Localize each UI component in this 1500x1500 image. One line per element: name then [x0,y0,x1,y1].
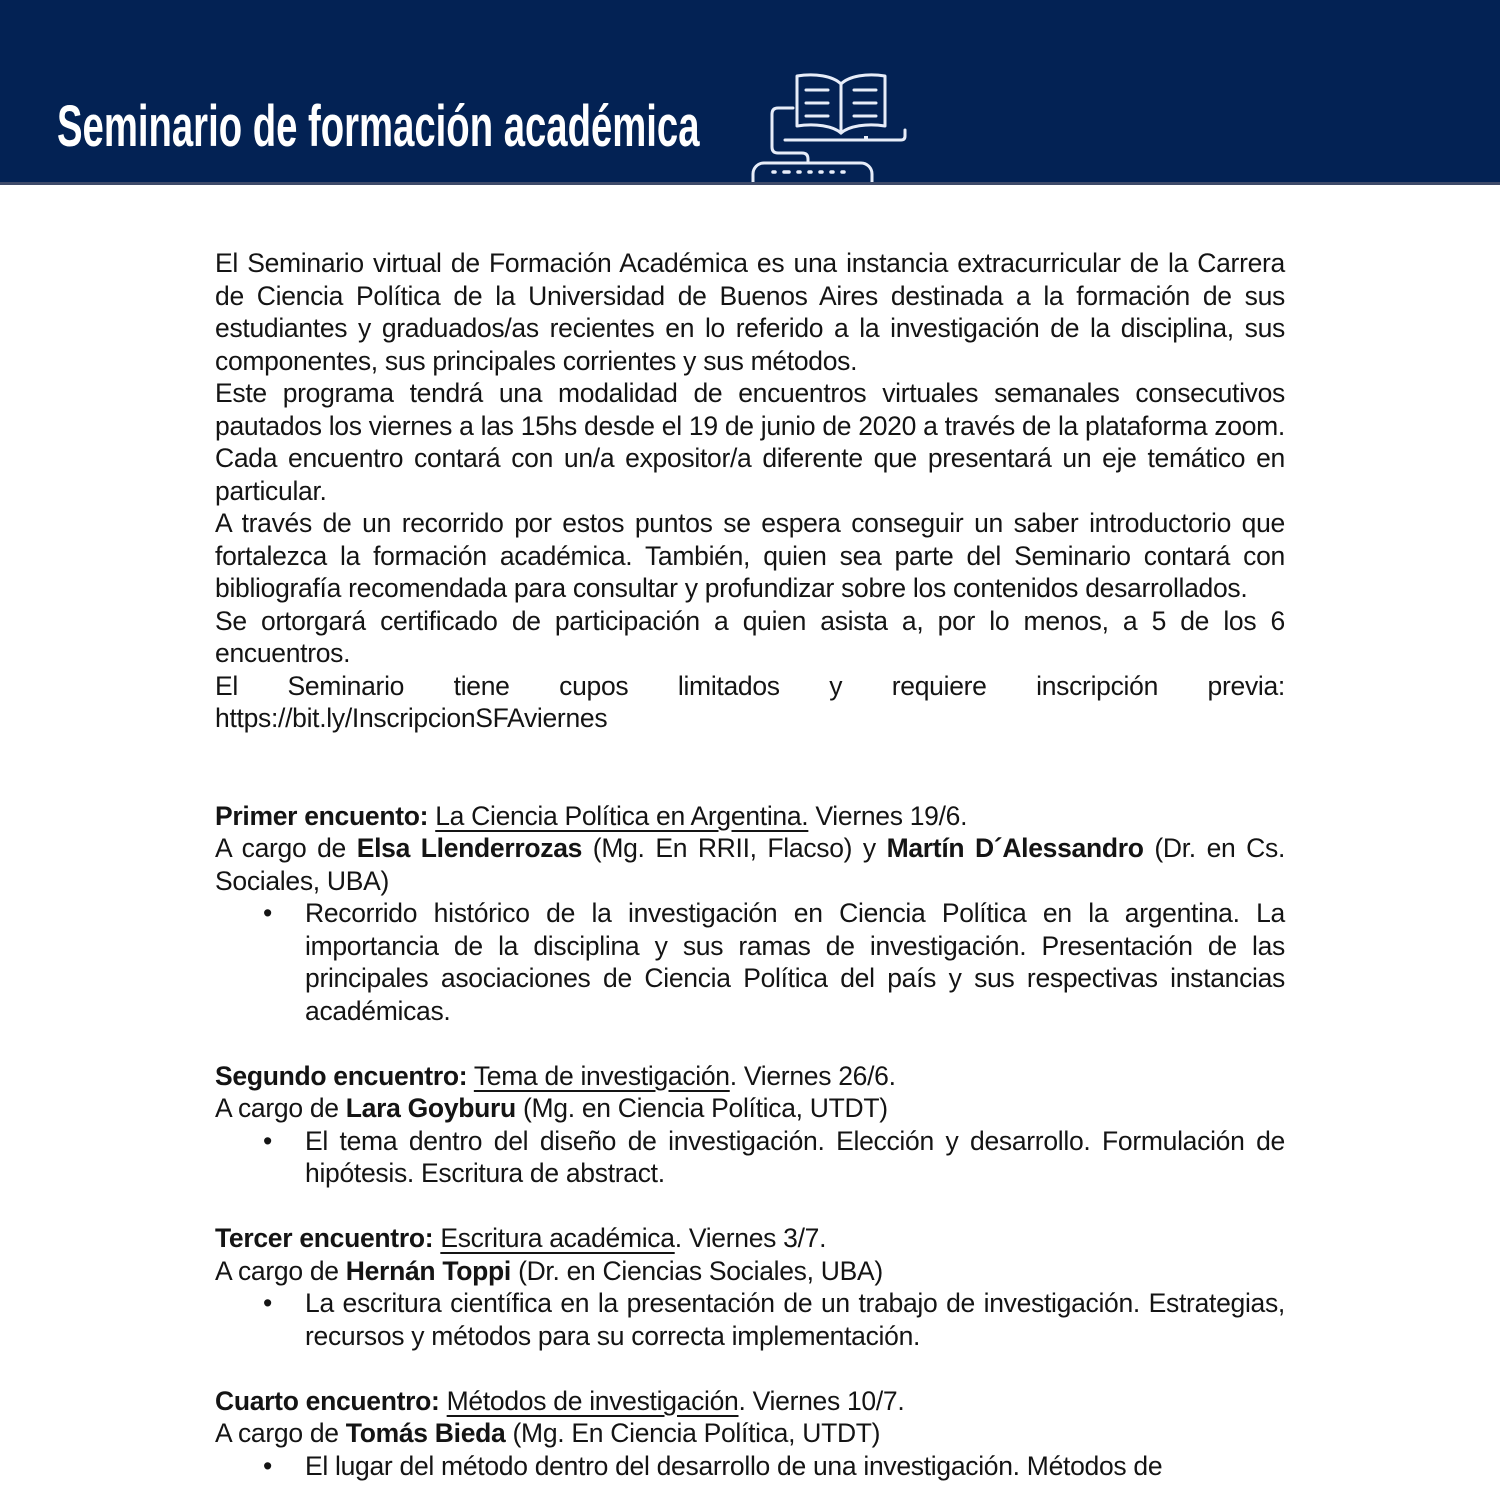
speaker-name: Elsa Llenderrozas [356,833,583,863]
speaker-name: Hernán Toppi [345,1255,511,1286]
header-banner [0,0,1500,185]
session-topic: La Ciencia Política en Argentina. [435,800,809,831]
session-heading [215,1385,1285,1418]
session-heading [215,800,1285,833]
open-book [785,75,905,140]
page-title: Seminario de formación académica [57,94,700,159]
speaker-name: Tomás Bieda [345,1418,506,1448]
session-topic: Tema de investigación [473,1060,730,1091]
keyboard-outline [753,163,872,185]
bullet-item: • La escritura científica en la presentación de un trabajo de investigación. Estrategias, recursos y métodos para su correcta implementación. [215,1287,1285,1352]
speakers-text: A cargo de [215,1093,346,1123]
session-block-2 [215,1060,1285,1190]
intro-paragraph: El Seminario virtual de Formación Académica es una instancia extracurricular de la Carrera de Ciencia Política de la Universidad de Buenos Aires destinada a la formación de sus estudiantes y graduados/as recientes en lo referido a la investigación de la disciplina, sus componentes, sus principales corrientes y sus métodos. [215,248,1285,376]
session-date: . Viernes 26/6. [729,1060,896,1091]
session-topic: Métodos de investigación [446,1385,739,1416]
bullet-item: • Recorrido histórico de la investigación en Ciencia Política en la argentina. La importancia de la disciplina y sus ramas de investigación. Presentación de las principales asociaciones de Ciencia Política del país y sus respectivas instancias académicas. [215,897,1285,1027]
session-block-1 [215,800,1285,1028]
book-computer-icon [748,68,938,185]
speakers-text: A cargo de [215,1418,346,1448]
inscription-text: El Seminario tiene cupos limitados y requiere inscripción previa: [215,670,1285,701]
speaker-name: Martín D´Alessandro [886,833,1144,863]
speakers-text: (Dr. en Cs. Sociales, UBA) [215,833,1286,896]
session-speakers [215,1417,1285,1450]
intro-paragraph: Se ortorgará certificado de participación a quien asista a, por lo menos, a 5 de los 6 encuentros. [215,605,1285,668]
speakers-text: (Mg. En RRII, Flacso) y [582,833,887,863]
session-date: Viernes 19/6. [808,800,968,831]
session-block-3 [215,1222,1285,1352]
session-heading [215,1222,1285,1255]
monitor-outline [772,108,808,163]
speakers-text: (Mg. En Ciencia Política, UTDT) [505,1418,881,1448]
session-label: Primer encuento: [215,800,429,831]
session-topic: Escritura académica [440,1223,675,1253]
session-bullets [215,1287,1285,1352]
speakers-text: (Mg. en Ciencia Política, UTDT) [515,1093,888,1123]
inscription-paragraph [215,670,1285,735]
session-label: Tercer encuentro: [215,1223,434,1253]
session-label: Cuarto encuentro: [215,1385,440,1416]
session-bullets [215,897,1285,1027]
speakers-text: A cargo de [215,1255,346,1286]
session-speakers [215,832,1285,897]
intro-block [215,247,1285,735]
speaker-name: Lara Goyburu [345,1093,516,1123]
session-block-4 [215,1385,1285,1483]
session-speakers [215,1092,1285,1125]
session-date: . Viernes 10/7. [738,1385,905,1416]
session-bullets [215,1125,1285,1190]
session-speakers [215,1255,1285,1288]
session-label: Segundo encuentro: [215,1060,468,1091]
bullet-item: • El tema dentro del diseño de investigación. Elección y desarrollo. Formulación de hipótesis. Escritura de abstract. [215,1125,1285,1190]
document-body [215,247,1285,1482]
session-date: . Viernes 3/7. [674,1223,827,1253]
intro-paragraph: A través de un recorrido por estos puntos se espera conseguir un saber introductorio que fortalezca la formación académica. También, quien sea parte del Seminario contará con bibliografía recomendada para consultar y profundizar sobre los contenidos desarrollados. [215,508,1285,603]
speakers-text: A cargo de [215,833,357,863]
session-bullets [215,1450,1285,1483]
bullet-item: • El lugar del método dentro del desarrollo de una investigación. Métodos de [215,1450,1285,1483]
inscription-link[interactable]: https://bit.ly/InscripcionSFAviernes [215,703,608,733]
intro-paragraph: Este programa tendrá una modalidad de encuentros virtuales semanales consecutivos pautados los viernes a las 15hs desde el 19 de junio de 2020 a través de la plataforma zoom. Cada encuentro contará con un/a expositor/a diferente que presentará un eje temático en particular. [215,378,1285,506]
speakers-text: (Dr. en Ciencias Sociales, UBA) [511,1255,883,1286]
session-heading [215,1060,1285,1093]
